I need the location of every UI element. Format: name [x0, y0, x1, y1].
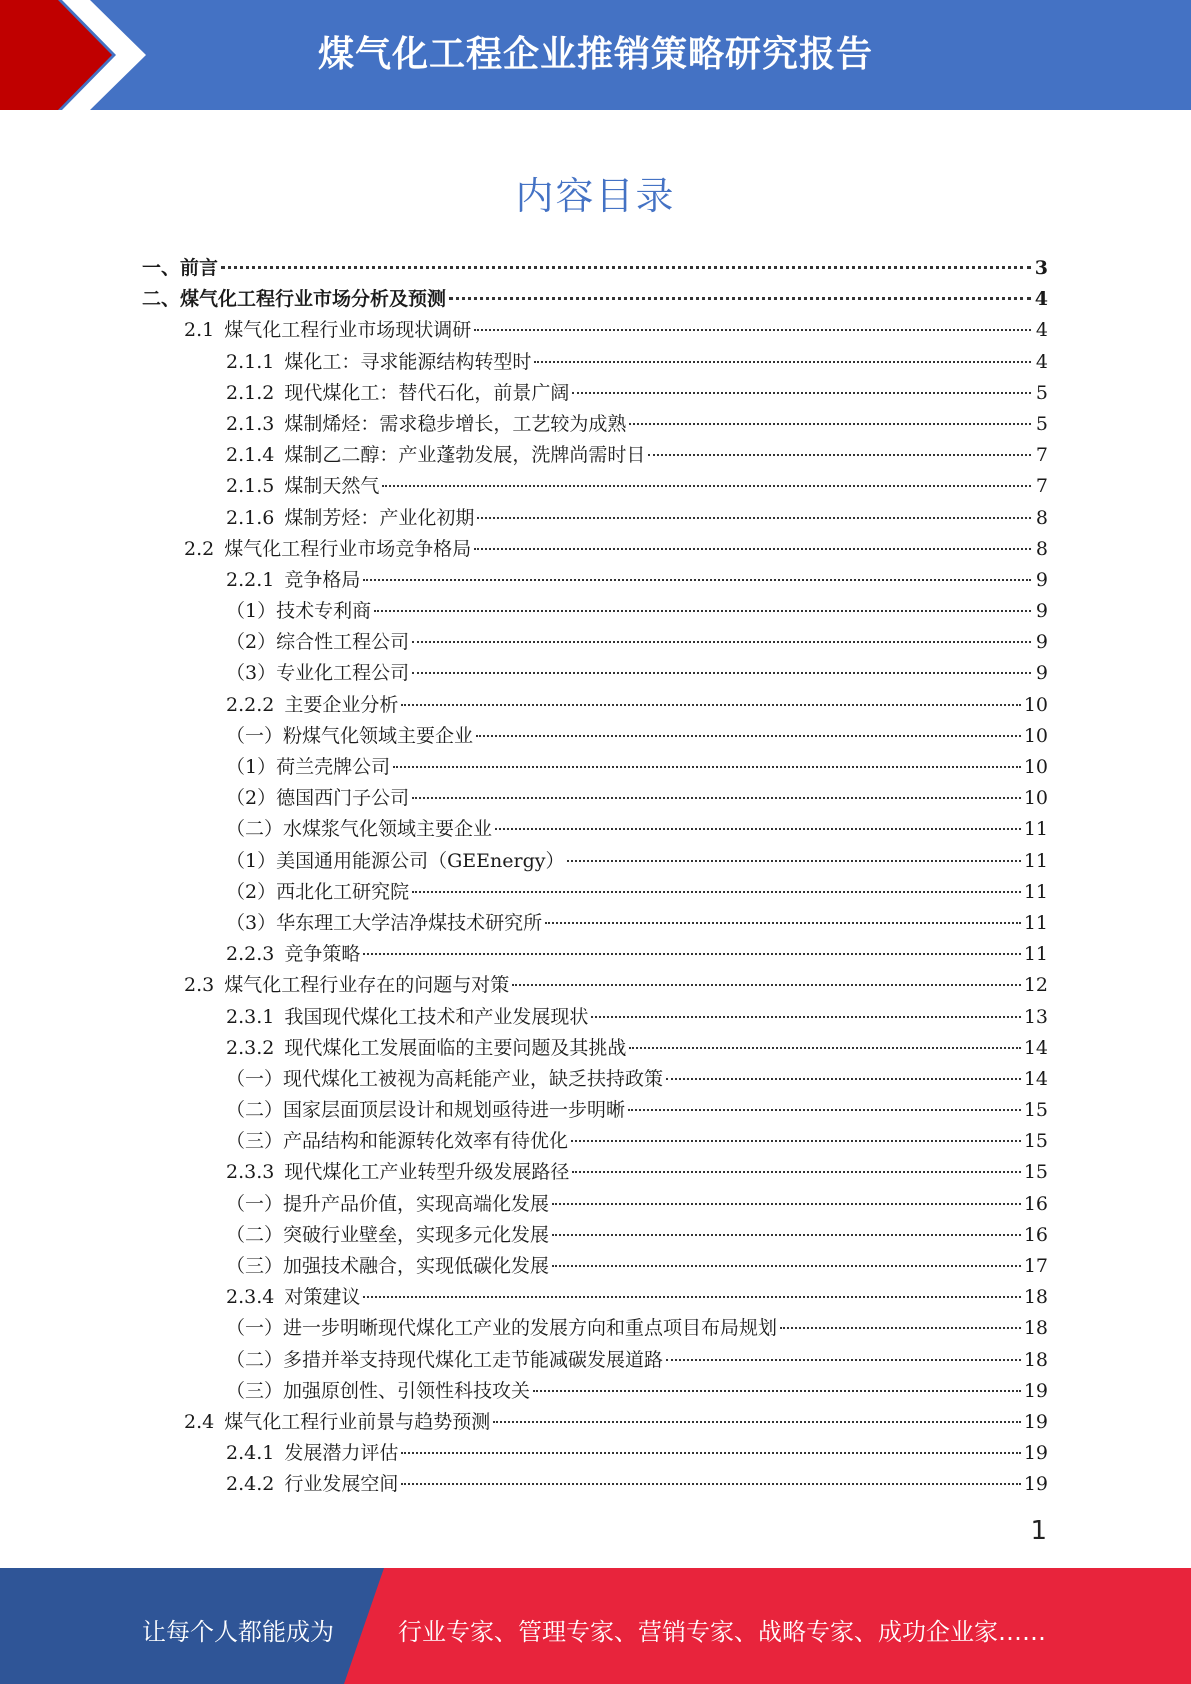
toc-entry[interactable]	[142, 1251, 1048, 1282]
toc-entry-page: 18	[1023, 1348, 1048, 1371]
toc-entry-page: 8	[1035, 537, 1048, 560]
dot-leader	[572, 1171, 1020, 1173]
dot-leader	[401, 704, 1020, 706]
toc-entry-page: 10	[1023, 693, 1048, 716]
toc-entry[interactable]	[142, 1033, 1048, 1064]
toc-entry-title: （一）提升产品价值，实现高端化发展	[226, 1192, 550, 1215]
toc-entry-title: （1）技术专利商	[226, 600, 372, 623]
toc-entry[interactable]	[142, 253, 1048, 284]
toc-entry-number: 2.3	[184, 974, 215, 997]
dot-leader	[628, 1109, 1021, 1111]
toc-entry-title: （1）美国通用能源公司（GEEnergy）	[226, 849, 565, 872]
toc-entry-title: （2）西北化工研究院	[226, 880, 410, 903]
toc-entry-title: （二）水煤浆气化领域主要企业	[226, 818, 493, 841]
toc-entry-number: 2.2	[184, 537, 215, 560]
toc-entry-title: 发展潜力评估	[284, 1442, 399, 1465]
toc-entry[interactable]	[142, 970, 1048, 1001]
table-of-contents	[142, 253, 1048, 1501]
footer-slogan-right: 行业专家、管理专家、营销专家、战略专家、成功企业家……	[398, 1618, 1046, 1646]
toc-entry-number: 2.1.6	[226, 506, 275, 529]
dot-leader	[449, 297, 1031, 300]
toc-entry-page: 15	[1023, 1161, 1048, 1184]
dot-leader	[552, 1234, 1021, 1236]
toc-entry-page: 9	[1035, 662, 1048, 685]
toc-entry-title: 现代煤化工发展面临的主要问题及其挑战	[284, 1036, 627, 1059]
toc-entry-title: （1）荷兰壳牌公司	[226, 756, 391, 778]
dot-leader	[382, 485, 1031, 487]
toc-entry[interactable]	[142, 284, 1048, 315]
toc-entry-number: 2.1.4	[226, 444, 275, 467]
toc-entry-number: 2.3.1	[226, 1005, 275, 1028]
toc-entry-number: 2.1.5	[226, 475, 275, 498]
dot-leader	[374, 610, 1031, 612]
toc-entry[interactable]	[142, 1345, 1048, 1376]
toc-entry[interactable]	[142, 1469, 1048, 1500]
dot-leader	[552, 1203, 1021, 1205]
toc-entry-page: 18	[1023, 1317, 1048, 1340]
toc-entry-title: （3）专业化工程公司	[226, 662, 410, 685]
toc-entry-title: （二）突破行业壁垒，实现多元化发展	[226, 1223, 550, 1246]
toc-entry[interactable]	[142, 939, 1048, 970]
toc-entry-page: 10	[1023, 787, 1048, 810]
toc-entry-title: 煤气化工程行业存在的问题与对策	[224, 974, 510, 997]
toc-entry[interactable]	[142, 721, 1048, 752]
header-banner	[0, 0, 1191, 110]
dot-leader	[512, 984, 1021, 986]
toc-entry-page: 16	[1023, 1223, 1048, 1246]
toc-entry[interactable]	[142, 1189, 1048, 1220]
toc-entry-title: （一）进一步明晰现代煤化工产业的发展方向和重点项目布局规划	[226, 1317, 778, 1340]
toc-entry[interactable]	[142, 814, 1048, 845]
toc-entry-page: 4	[1035, 350, 1048, 373]
toc-entry-title: 煤制烯烃：需求稳步增长，工艺较为成熟	[284, 412, 627, 435]
dot-leader	[552, 1265, 1021, 1267]
toc-entry-number: 2.2.2	[226, 693, 275, 716]
toc-entry-page: 5	[1035, 381, 1048, 404]
toc-entry[interactable]	[142, 877, 1048, 908]
toc-entry-title: （3）华东理工大学洁净煤技术研究所	[226, 911, 543, 934]
toc-entry[interactable]	[142, 534, 1048, 565]
toc-entry[interactable]	[142, 1157, 1048, 1188]
toc-entry-page: 4	[1034, 288, 1048, 311]
toc-entry-title: 竞争策略	[284, 943, 361, 966]
toc-entry-title: （三）产品结构和能源转化效率有待优化	[226, 1130, 569, 1153]
toc-entry-title: 竞争格局	[284, 568, 361, 591]
dot-leader	[572, 392, 1031, 394]
toc-entry-page: 13	[1023, 1005, 1048, 1028]
dot-leader	[363, 1296, 1020, 1298]
toc-entry-page: 12	[1023, 974, 1048, 997]
footer-slogan-left: 让每个人都能成为	[142, 1618, 334, 1646]
toc-entry[interactable]	[142, 846, 1048, 877]
dot-leader	[629, 423, 1031, 425]
toc-entry-title: 煤制乙二醇：产业蓬勃发展，洗牌尚需时日	[284, 444, 646, 467]
toc-entry-title: 二、煤气化工程行业市场分析及预测	[142, 288, 447, 311]
dot-leader	[363, 953, 1020, 955]
toc-entry-page: 7	[1035, 444, 1048, 467]
dot-leader	[567, 860, 1020, 862]
toc-entry-title: 行业发展空间	[284, 1473, 399, 1496]
toc-entry-page: 11	[1023, 943, 1048, 966]
toc-entry[interactable]	[142, 1438, 1048, 1469]
toc-entry[interactable]	[142, 1095, 1048, 1126]
toc-entry-number: 2.1.3	[226, 412, 275, 435]
dot-leader	[412, 891, 1021, 893]
toc-entry-title: 我国现代煤化工技术和产业发展现状	[284, 1005, 589, 1028]
dot-leader	[221, 266, 1031, 269]
dot-leader	[666, 1359, 1021, 1361]
toc-entry[interactable]	[142, 378, 1048, 409]
toc-entry-page: 16	[1023, 1192, 1048, 1215]
toc-entry-title: （三）加强技术融合，实现低碳化发展	[226, 1255, 550, 1277]
toc-entry-page: 11	[1023, 911, 1048, 934]
dot-leader	[412, 641, 1031, 643]
toc-entry-title: 现代煤化工产业转型升级发展路径	[284, 1161, 570, 1184]
toc-entry[interactable]	[142, 1064, 1048, 1095]
toc-entry-page: 9	[1035, 568, 1048, 591]
toc-entry-title: （一）现代煤化工被视为高耗能产业，缺乏扶持政策	[226, 1067, 664, 1090]
toc-entry-page: 14	[1023, 1067, 1048, 1090]
toc-entry-title: （2）综合性工程公司	[226, 631, 410, 654]
toc-entry-number: 2.4.2	[226, 1473, 275, 1496]
dot-leader	[476, 735, 1021, 737]
toc-entry-page: 9	[1035, 600, 1048, 623]
toc-entry[interactable]	[142, 1407, 1048, 1438]
dot-leader	[629, 1047, 1020, 1049]
toc-entry-title: 主要企业分析	[284, 693, 399, 716]
dot-leader	[477, 517, 1031, 519]
toc-entry[interactable]	[142, 596, 1048, 627]
toc-entry-page: 10	[1023, 756, 1048, 778]
toc-entry-number: 2.1.1	[226, 350, 275, 373]
dot-leader	[666, 1078, 1021, 1080]
toc-entry-page: 19	[1023, 1379, 1048, 1402]
dot-leader	[412, 797, 1021, 799]
toc-entry-title: 煤制芳烃：产业化初期	[284, 506, 475, 529]
toc-entry[interactable]	[142, 1126, 1048, 1157]
toc-entry-page: 3	[1034, 257, 1048, 279]
toc-entry-number: 2.4	[184, 1410, 215, 1433]
toc-entry-title: 对策建议	[284, 1286, 361, 1309]
toc-entry[interactable]	[142, 752, 1048, 783]
page-number: 1	[1030, 1516, 1047, 1546]
toc-entry[interactable]	[142, 908, 1048, 939]
toc-entry-title: （一）粉煤气化领域主要企业	[226, 724, 474, 747]
toc-entry-page: 9	[1035, 631, 1048, 654]
dot-leader	[780, 1327, 1021, 1329]
toc-entry[interactable]	[142, 690, 1048, 721]
toc-entry-title: （二）国家层面顶层设计和规划亟待进一步明晰	[226, 1099, 626, 1122]
toc-entry[interactable]	[142, 347, 1048, 378]
toc-entry-number: 2.3.3	[226, 1161, 275, 1184]
toc-entry-page: 15	[1023, 1099, 1048, 1122]
dot-leader	[571, 1140, 1021, 1142]
toc-entry-page: 19	[1023, 1442, 1048, 1465]
toc-entry-page: 10	[1023, 724, 1048, 747]
toc-entry[interactable]	[142, 409, 1048, 440]
toc-entry-number: 2.4.1	[226, 1442, 275, 1465]
toc-entry[interactable]	[142, 440, 1048, 471]
toc-entry-page: 19	[1023, 1410, 1048, 1433]
toc-entry-title: 一、前言	[142, 257, 219, 279]
toc-entry[interactable]	[142, 1282, 1048, 1313]
toc-entry-number: 2.2.3	[226, 943, 275, 966]
toc-entry-title: （2）德国西门子公司	[226, 787, 410, 810]
toc-entry-page: 4	[1035, 319, 1048, 342]
dot-leader	[363, 579, 1031, 581]
toc-entry-number: 2.2.1	[226, 568, 275, 591]
toc-entry-page: 11	[1023, 849, 1048, 872]
toc-entry-title: 煤气化工程行业市场竞争格局	[224, 537, 472, 560]
toc-entry[interactable]	[142, 1376, 1048, 1407]
toc-entry[interactable]	[142, 627, 1048, 658]
toc-entry[interactable]	[142, 1002, 1048, 1033]
dot-leader	[393, 766, 1021, 768]
toc-heading: 内容目录	[515, 174, 676, 218]
toc-entry-page: 19	[1023, 1473, 1048, 1496]
toc-entry-number: 2.3.2	[226, 1036, 275, 1059]
footer-banner	[0, 1568, 1191, 1684]
dot-leader	[495, 828, 1021, 830]
dot-leader	[474, 329, 1031, 331]
toc-entry-title: 煤制天然气	[284, 475, 380, 498]
toc-entry-page: 14	[1023, 1036, 1048, 1059]
dot-leader	[648, 454, 1031, 456]
toc-entry-page: 11	[1023, 818, 1048, 841]
toc-entry[interactable]	[142, 503, 1048, 534]
toc-entry[interactable]	[142, 315, 1048, 346]
toc-entry-title: 煤气化工程行业市场现状调研	[224, 319, 472, 342]
toc-entry-title: （二）多措并举支持现代煤化工走节能减碳发展道路	[226, 1348, 664, 1371]
dot-leader	[545, 922, 1021, 924]
dot-leader	[412, 672, 1031, 674]
toc-entry-page: 17	[1023, 1255, 1048, 1277]
dot-leader	[401, 1452, 1020, 1454]
toc-entry-page: 11	[1023, 880, 1048, 903]
toc-entry-title: 煤气化工程行业前景与趋势预测	[224, 1410, 491, 1433]
report-title: 煤气化工程企业推销策略研究报告	[317, 34, 873, 75]
dot-leader	[493, 1421, 1021, 1423]
dot-leader	[591, 1016, 1020, 1018]
toc-entry[interactable]	[142, 783, 1048, 814]
toc-entry[interactable]	[142, 658, 1048, 689]
toc-entry-page: 5	[1035, 412, 1048, 435]
dot-leader	[401, 1483, 1020, 1485]
toc-entry-page: 8	[1035, 506, 1048, 529]
dot-leader	[474, 548, 1031, 550]
toc-entry[interactable]	[142, 1220, 1048, 1251]
toc-entry-page: 7	[1035, 475, 1048, 498]
toc-entry[interactable]	[142, 1313, 1048, 1344]
toc-entry-title: （三）加强原创性、引领性科技攻关	[226, 1379, 531, 1402]
dot-leader	[533, 1390, 1021, 1392]
toc-entry[interactable]	[142, 565, 1048, 596]
toc-entry-number: 2.1.2	[226, 381, 275, 404]
toc-entry-page: 18	[1023, 1286, 1048, 1309]
toc-entry-page: 15	[1023, 1130, 1048, 1153]
dot-leader	[534, 361, 1031, 363]
toc-entry-number: 2.3.4	[226, 1286, 275, 1309]
toc-entry-number: 2.1	[184, 319, 215, 342]
toc-entry-title: 煤化工：寻求能源结构转型时	[284, 350, 532, 373]
toc-entry-title: 现代煤化工：替代石化，前景广阔	[284, 381, 570, 404]
toc-entry[interactable]	[142, 471, 1048, 502]
